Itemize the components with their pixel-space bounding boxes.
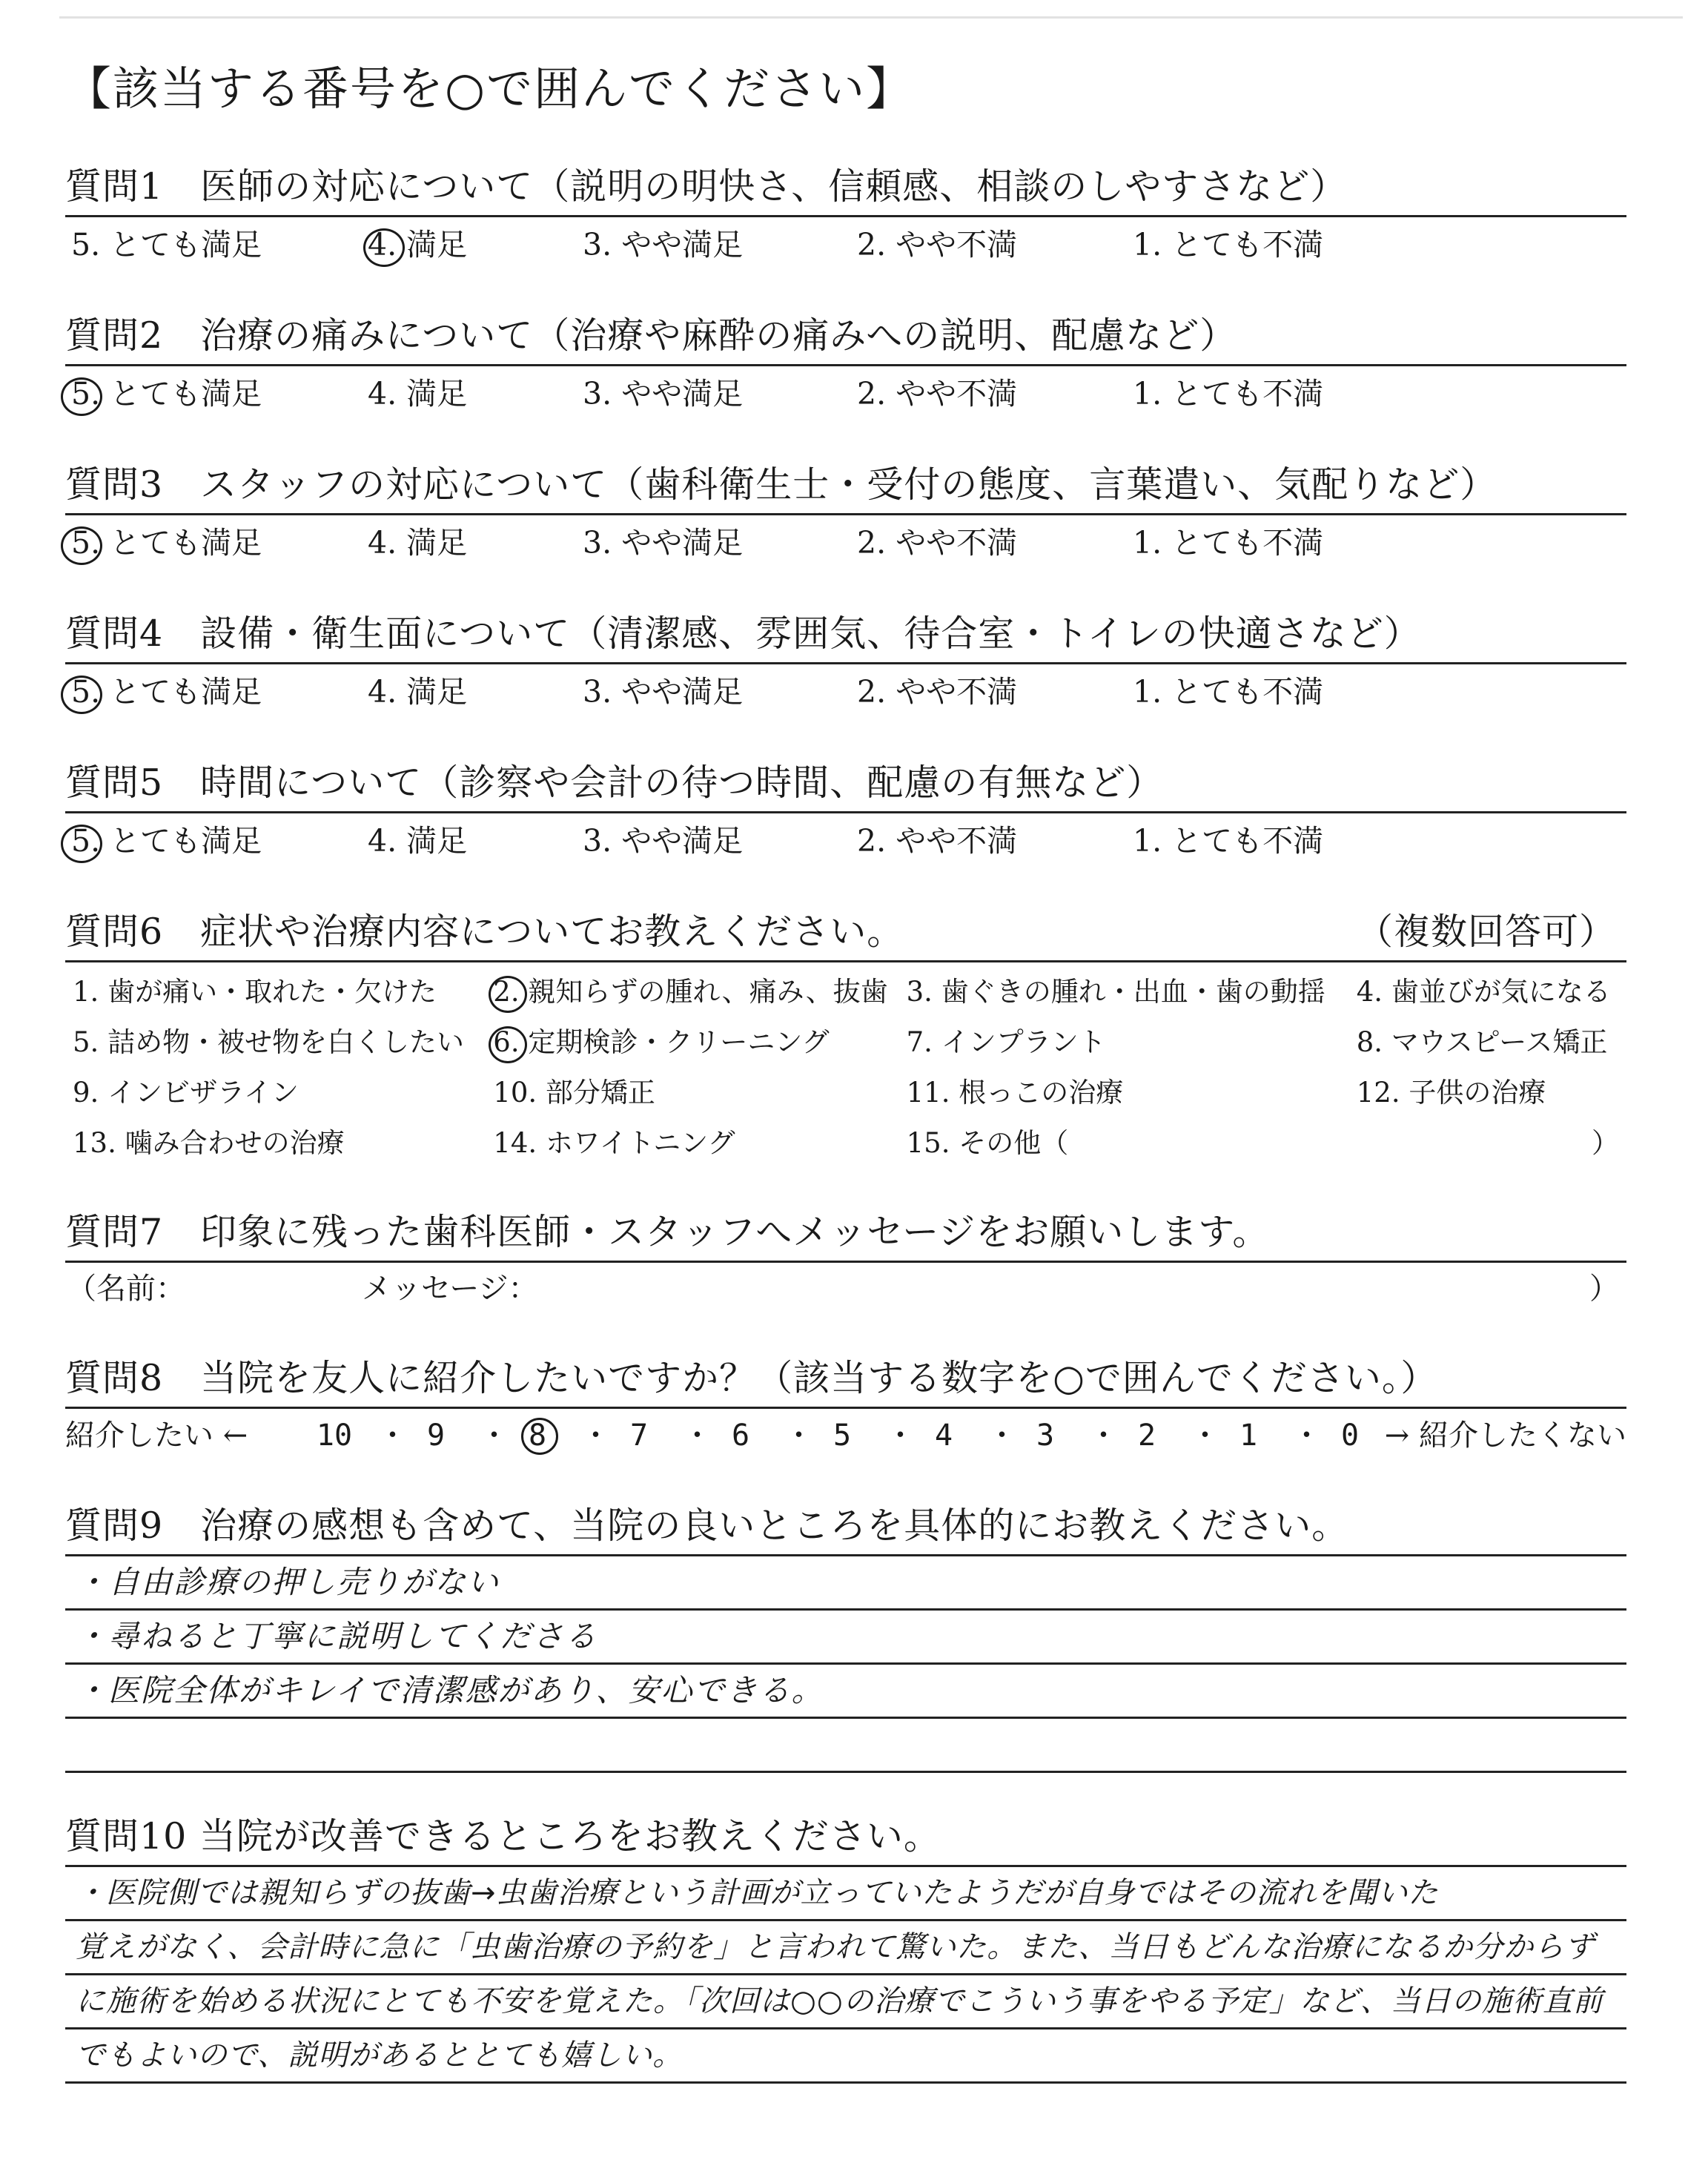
answer-line (65, 1719, 1626, 1773)
selection-circle (61, 676, 102, 714)
scale-value[interactable]: 1 (1239, 1418, 1258, 1453)
question-3-options (65, 515, 1626, 570)
rating-option[interactable]: 1. とても不満 (1133, 525, 1324, 561)
question-5-options (65, 813, 1626, 868)
scale-separator: ・ (885, 1418, 916, 1453)
rating-option[interactable]: 2. やや不満 (857, 525, 1018, 561)
treatment-row (65, 967, 1626, 1017)
treatment-row (65, 1118, 1626, 1169)
treatment-option[interactable]: 6. 定期検診・クリーニング (493, 1017, 906, 1068)
treatment-options-grid (65, 962, 1626, 1169)
scale-separator: ・ (987, 1418, 1017, 1453)
rating-option[interactable]: 5. とても満足 (65, 366, 368, 421)
rating-option[interactable]: 1. とても不満 (1133, 823, 1324, 859)
question-10-title: 質問10 当院が改善できるところをお教えください。 (65, 1809, 1626, 1867)
rating-option[interactable]: 3. やや満足 (583, 376, 744, 412)
good-points-answer[interactable] (65, 1556, 1626, 1773)
selection-circle (61, 377, 102, 416)
question-8 (65, 1350, 1626, 1462)
name-label: （名前： (67, 1272, 185, 1306)
treatment-option[interactable]: 2. 親知らずの腫れ、痛み、抜歯 (493, 967, 906, 1017)
spacer (65, 868, 1626, 904)
scale-separator: ・ (377, 1418, 408, 1453)
treatment-option[interactable]: 1. 歯が痛い・取れた・欠けた (73, 976, 437, 1008)
selection-circle (61, 526, 102, 565)
spacer (65, 1169, 1626, 1204)
rating-option[interactable]: 5. とても満足 (65, 664, 368, 719)
treatment-option[interactable]: 15. その他（ (906, 1127, 1069, 1159)
survey-form (65, 59, 1626, 2084)
question-2-title: 質問2 治療の痛みについて（治療や麻酔の痛みへの説明、配慮など） (65, 308, 1626, 366)
scale-value[interactable]: 3 (1036, 1418, 1055, 1453)
rating-option[interactable]: 4. 満足 (368, 525, 468, 561)
question-1-options (65, 217, 1626, 272)
rating-option[interactable]: 1. とても不満 (1133, 227, 1324, 262)
treatment-row (65, 1017, 1626, 1068)
question-5 (65, 755, 1626, 904)
spacer (65, 1315, 1626, 1350)
spacer (65, 719, 1626, 755)
question-8-title: 質問8 当院を友人に紹介したいですか？（該当する数字を○で囲んでください。） (65, 1350, 1626, 1409)
question-3-title: 質問3 スタッフの対応について（歯科衛生士・受付の態度、言葉遣い、気配りなど） (65, 457, 1626, 515)
answer-line: ・自由診療の押し売りがない (65, 1556, 1626, 1611)
rating-option[interactable]: 2. やや不満 (857, 227, 1018, 262)
rating-option[interactable]: 2. やや不満 (857, 823, 1018, 859)
rating-option[interactable]: 2. やや不満 (857, 674, 1018, 710)
scale-separator: ・ (1088, 1418, 1119, 1453)
treatment-option[interactable]: 3. 歯ぐきの腫れ・出血・歯の動揺 (906, 976, 1325, 1008)
rating-option[interactable]: 1. とても不満 (1133, 376, 1324, 412)
question-2-options (65, 366, 1626, 421)
selection-circle (489, 976, 527, 1013)
question-6 (65, 904, 1626, 1169)
scale-track (316, 1409, 1368, 1462)
scale-value[interactable]: 4 (934, 1418, 953, 1453)
treatment-option[interactable]: 4. 歯並びが気になる (1356, 976, 1611, 1008)
message-close-paren: ） (1589, 1272, 1619, 1306)
selection-circle (363, 228, 405, 267)
selection-circle (61, 825, 102, 863)
rating-option[interactable]: 3. やや満足 (583, 525, 744, 561)
rating-option[interactable]: 1. とても不満 (1133, 674, 1324, 710)
spacer (65, 1462, 1626, 1498)
spacer (65, 272, 1626, 308)
rating-option[interactable]: 2. やや不満 (857, 376, 1018, 412)
answer-line: ・尋ねると丁寧に説明してくださる (65, 1611, 1626, 1665)
answer-line: 覚えがなく、会計時に急に「虫歯治療の予約を」と言われて驚いた。また、当日もどんな治療になるか分からず (65, 1921, 1626, 1975)
other-close-paren: ） (1592, 1127, 1619, 1159)
scale-left-label: 紹介したい ← (65, 1418, 248, 1453)
top-border-rule (59, 16, 1683, 19)
scale-value[interactable]: 9 (426, 1418, 446, 1453)
scale-right-label: → 紹介したくない (1384, 1418, 1626, 1453)
treatment-option (1357, 1118, 1626, 1169)
treatment-option[interactable]: 13. 噛み合わせの治療 (73, 1127, 345, 1159)
question-4-title: 質問4 設備・衛生面について（清潔感、雰囲気、待合室・トイレの快適さなど） (65, 606, 1626, 664)
selection-circle (489, 1026, 527, 1063)
treatment-option[interactable]: 12. 子供の治療 (1356, 1077, 1546, 1109)
answer-line: ・医院全体がキレイで清潔感があり、安心できる。 (65, 1665, 1626, 1719)
form-heading: 【該当する番号を○で囲んでください】 (65, 62, 914, 116)
satisfaction-questions (65, 159, 1626, 904)
answer-line: ・医院側では親知らずの抜歯→虫歯治療という計画が立っていたようだが自身ではその流れを聞いた (65, 1867, 1626, 1921)
scale-separator: ・ (1190, 1418, 1220, 1453)
question-6-title: 質問6 症状や治療内容についてお教えください。 （複数回答可） (65, 904, 1626, 962)
question-3 (65, 457, 1626, 606)
question-1 (65, 159, 1626, 308)
answer-line: でもよいので、説明があるととても嬉しい。 (65, 2029, 1626, 2084)
rating-option[interactable]: 3. やや満足 (583, 823, 744, 859)
scale-value[interactable]: 5 (833, 1418, 852, 1453)
spacer (65, 421, 1626, 457)
scale-separator: ・ (479, 1418, 509, 1453)
question-4 (65, 606, 1626, 755)
rating-option[interactable]: 3. やや満足 (583, 227, 744, 262)
scale-separator: ・ (784, 1418, 814, 1453)
rating-option[interactable]: 5. とても満足 (65, 515, 368, 570)
recommend-scale (65, 1409, 1626, 1462)
rating-option[interactable]: 5. とても満足 (65, 813, 368, 868)
spacer (65, 570, 1626, 606)
treatment-option[interactable]: 14. ホワイトニング (493, 1127, 735, 1159)
message-label: メッセージ： (362, 1272, 538, 1306)
question-10 (65, 1809, 1626, 2084)
scale-value[interactable]: 7 (629, 1418, 649, 1453)
treatment-option[interactable]: 5. 詰め物・被せ物を白くしたい (73, 1026, 465, 1058)
scale-value[interactable]: 2 (1137, 1418, 1156, 1453)
question-7 (65, 1204, 1626, 1315)
question-9 (65, 1498, 1626, 1773)
treatment-option[interactable]: 8. マウスピース矯正 (1356, 1026, 1608, 1058)
rating-option[interactable]: 3. やや満足 (583, 674, 744, 710)
rating-option[interactable]: 4. 満足 (368, 217, 583, 272)
scale-value[interactable]: 6 (731, 1418, 750, 1453)
scale-separator: ・ (682, 1418, 712, 1453)
scale-separator: ・ (1291, 1418, 1322, 1453)
question-1-title: 質問1 医師の対応について（説明の明快さ、信頼感、相談のしやすさなど） (65, 159, 1626, 217)
spacer (65, 1773, 1626, 1809)
scale-value[interactable]: 8 (519, 1409, 556, 1462)
question-7-title: 質問7 印象に残った歯科医師・スタッフへメッセージをお願いします。 (65, 1204, 1626, 1263)
improvement-answer[interactable] (65, 1867, 1626, 2084)
treatment-row (65, 1068, 1626, 1118)
answer-line: に施術を始める状況にとても不安を覚えた。「次回は○○の治療でこういう事をやる予定」など、当日の施術直前 (65, 1975, 1626, 2029)
treatment-option[interactable]: 11. 根っこの治療 (906, 1077, 1124, 1109)
question-2 (65, 308, 1626, 457)
message-field[interactable] (65, 1263, 1626, 1315)
rating-option[interactable]: 4. 満足 (368, 823, 468, 859)
rating-option[interactable]: 4. 満足 (368, 674, 468, 710)
treatment-option[interactable]: 9. インビザライン (73, 1077, 299, 1109)
question-4-options (65, 664, 1626, 719)
rating-option[interactable]: 5. とても満足 (71, 227, 262, 262)
rating-option[interactable]: 4. 満足 (368, 376, 468, 412)
question-9-title: 質問9 治療の感想も含めて、当院の良いところを具体的にお教えください。 (65, 1498, 1626, 1556)
scale-separator: ・ (580, 1418, 611, 1453)
scale-value[interactable]: 0 (1340, 1418, 1360, 1453)
question-5-title: 質問5 時間について（診察や会計の待つ時間、配慮の有無など） (65, 755, 1626, 813)
treatment-option[interactable]: 10. 部分矯正 (493, 1077, 655, 1109)
treatment-option[interactable]: 7. インプラント (906, 1026, 1106, 1058)
scale-value[interactable]: 10 (316, 1418, 353, 1453)
multiple-answer-note: （複数回答可） (1356, 911, 1616, 953)
